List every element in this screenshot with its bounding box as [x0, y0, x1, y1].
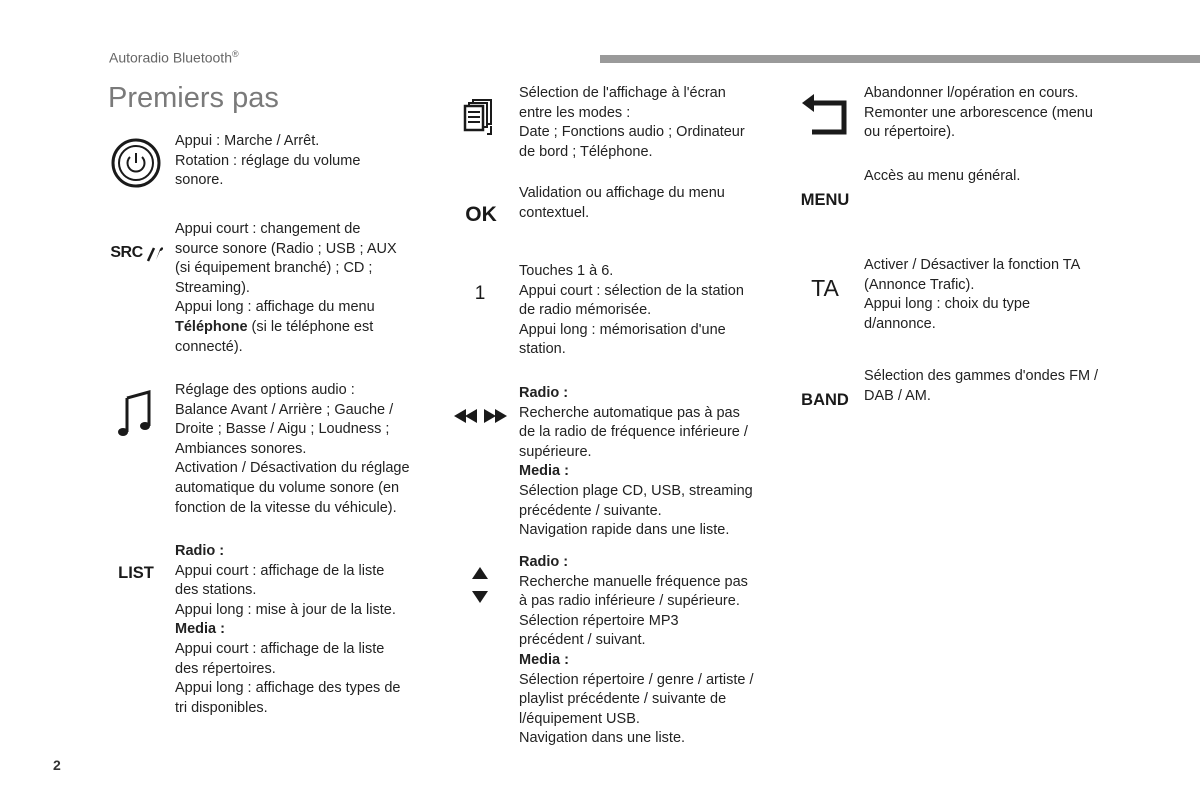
- ok-label-icon: OK: [465, 203, 497, 226]
- music-note-icon: [117, 390, 153, 438]
- src-label: SRC: [110, 244, 143, 261]
- seek-description: Radio : Recherche automatique pas à pas de la radio de fréquence inférieure / supérieure. Media : Sélection plage CD, USB, streaming précédente / suivante. Navigation rapide dans une liste.: [519, 385, 753, 539]
- updown-description: Radio : Recherche manuelle fréquence pas à pas radio inférieure / supérieure. Sélection répertoire MP3 précédent / suivant. Media : Sélection répertoire / genre / artiste / playlist précédente / suivante de l/équipement USB. Navigation dans une liste.: [519, 554, 754, 747]
- presets-description: Touches 1 à 6. Appui court : sélection de la station de radio mémorisée. Appui long : mémorisation d'une station.: [519, 263, 744, 358]
- band-description: Sélection des gammes d'ondes FM / DAB / AM.: [864, 368, 1099, 404]
- seek-icon: [453, 406, 509, 426]
- src-phone-icon: [108, 242, 166, 264]
- up-down-arrows-icon: [470, 565, 490, 607]
- display-description: Sélection de l'affichage à l'écran entre les modes : Date ; Fonctions audio ; Ordinateur de bord ; Téléphone.: [519, 85, 745, 160]
- list-description: Radio : Appui court : affichage de la liste des stations. Appui long : mise à jour de la liste. Media : Appui court : affichage de la liste des répertoires. Appui long : affichage des types de tri disponibles.: [175, 543, 401, 716]
- ok-description: Validation ou affichage du menu contextuel.: [519, 185, 725, 221]
- audio-description: Réglage des options audio : Balance Avant / Arrière ; Gauche / Droite ; Basse / Aigu ; Loudness ; Ambiances sonores. Activation / Désactivation du réglage automatique du volume sonore (en fonction de la vitesse du véhicule).: [175, 382, 410, 516]
- ta-description: Activer / Désactiver la fonction TA (Annonce Trafic). Appui long : choix du type d/annonce.: [864, 257, 1081, 332]
- page-number: 2: [53, 757, 61, 773]
- src-description: Appui court : changement de source sonore (Radio ; USB ; AUX (si équipement branché) ; CD ; Streaming). Appui long : affichage du menu Téléphone (si le téléphone est connecté).: [175, 221, 397, 355]
- power-icon: [111, 138, 161, 188]
- power-description: Appui : Marche / Arrêt. Rotation : réglage du volume sonore.: [175, 133, 361, 189]
- preset-1-icon: 1: [474, 283, 486, 304]
- back-arrow-icon: [800, 92, 850, 138]
- phone-handset-icon: [144, 243, 164, 263]
- list-label-icon: LIST: [118, 563, 154, 582]
- ta-label-icon: TA: [811, 274, 839, 301]
- screen-pages-icon: [463, 98, 497, 138]
- menu-description: Accès au menu général.: [864, 168, 1021, 184]
- page-title: Premiers pas: [108, 82, 279, 114]
- header-label: Autoradio Bluetooth®: [109, 49, 239, 66]
- menu-label-icon: MENU: [800, 190, 850, 209]
- header-bar: [600, 55, 1200, 63]
- band-label-icon: BAND: [801, 390, 849, 409]
- back-description: Abandonner l/opération en cours. Remonter une arborescence (menu ou répertoire).: [864, 85, 1093, 141]
